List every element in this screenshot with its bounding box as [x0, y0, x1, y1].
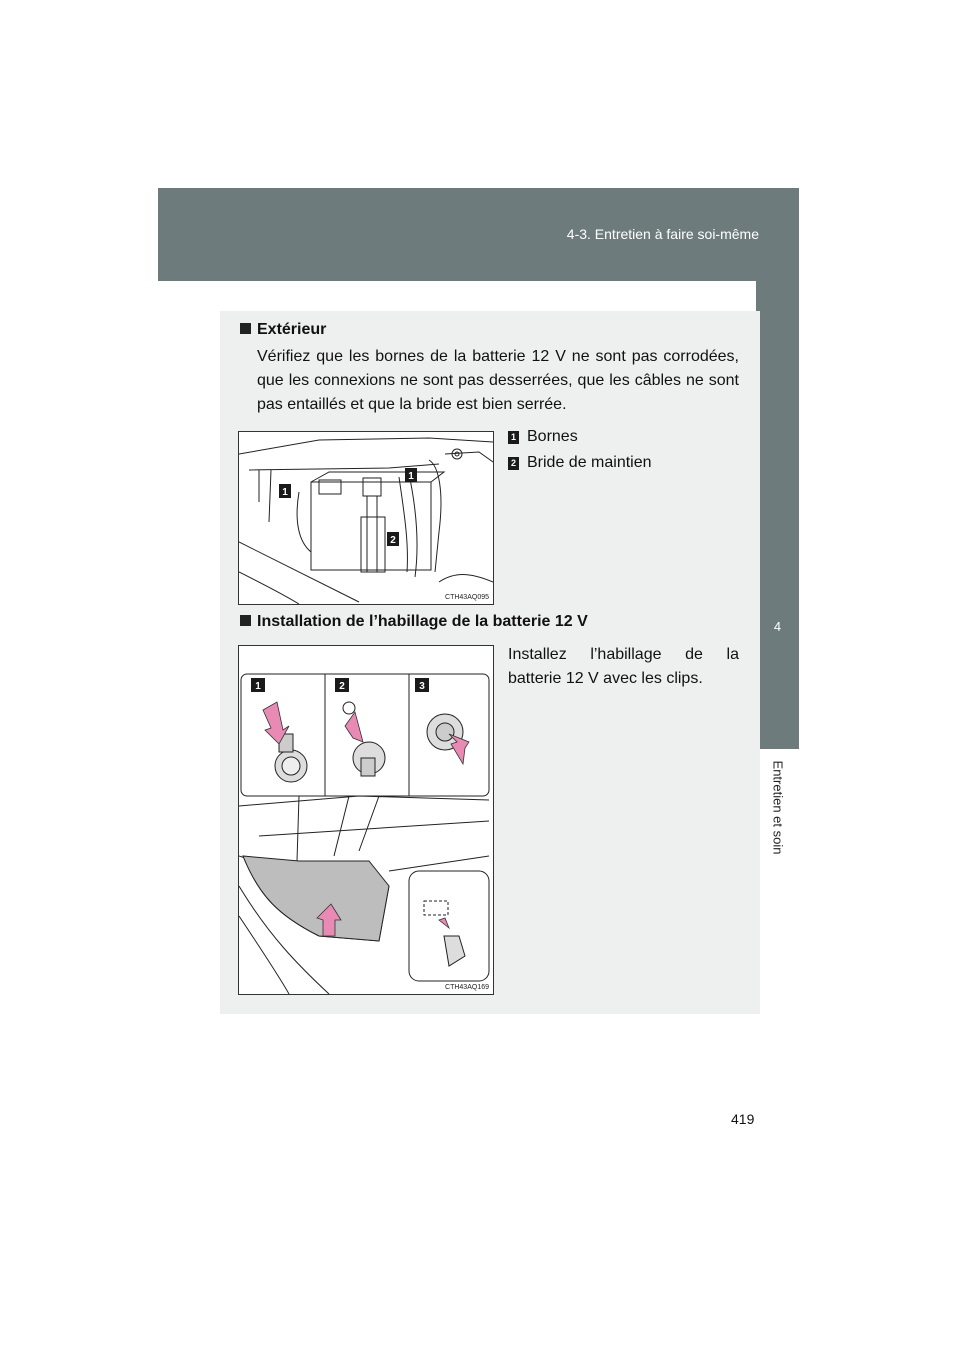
- callout-2: 2: [339, 681, 345, 692]
- square-bullet-icon: [240, 615, 251, 626]
- callout-1: 1: [255, 681, 261, 692]
- legend-label: Bornes: [527, 428, 578, 445]
- page-number: 419: [731, 1111, 755, 1127]
- legend-number: 1: [508, 431, 519, 444]
- battery-terminals-illustration: [238, 431, 494, 605]
- figure-code: CTH43AQ095: [445, 594, 489, 601]
- square-bullet-icon: [240, 323, 251, 334]
- chapter-title: Entretien et soin: [770, 760, 785, 855]
- callout-1a: 1: [282, 487, 288, 498]
- heading-text: Installation de l’habillage de la batterie 12 V: [257, 613, 588, 630]
- chapter-title-vertical: [756, 749, 799, 989]
- heading-text: Extérieur: [257, 321, 327, 338]
- legend-item-clamp: [508, 454, 652, 472]
- section-heading-exterior: [240, 321, 326, 339]
- battery-drawing: [239, 432, 493, 604]
- callout-2: 2: [390, 535, 396, 546]
- header-band: [158, 188, 799, 281]
- chapter-number: 4: [773, 619, 782, 634]
- legend-number: 2: [508, 457, 519, 470]
- figure-code: CTH43AQ169: [445, 984, 489, 991]
- installation-paragraph: Installez l’habillage de la batterie 12 V avec les clips.: [508, 646, 739, 687]
- section-heading-installation: [240, 613, 588, 631]
- battery-cover-illustration: [238, 645, 494, 995]
- callout-3: 3: [419, 681, 425, 692]
- section-title: 4-3. Entretien à faire soi-même: [566, 226, 759, 242]
- legend-item-terminals: [508, 428, 578, 446]
- callout-1b: 1: [408, 471, 414, 482]
- cover-clip-drawing: [239, 646, 493, 994]
- exterior-paragraph: Vérifiez que les bornes de la batterie 12 V ne sont pas corrodées, que les connexions ne sont pas desserrées, que les câbles ne sont pas entaillés et que la bride est bien serrée.: [257, 348, 739, 413]
- chapter-tab: [756, 281, 799, 749]
- legend-label: Bride de maintien: [527, 454, 652, 471]
